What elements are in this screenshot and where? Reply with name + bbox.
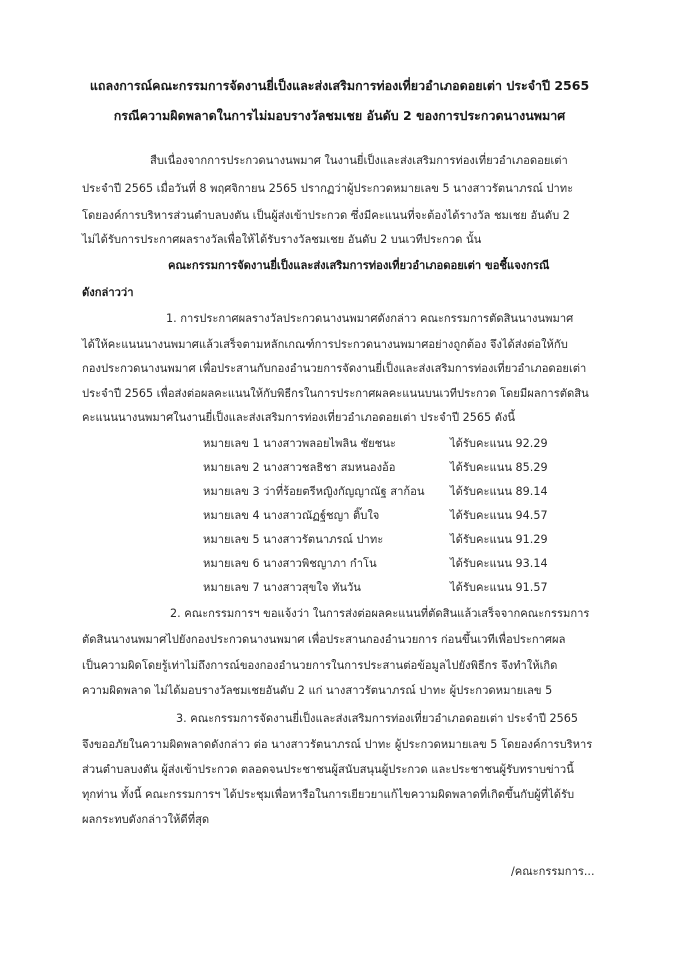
point2-line: ความผิดพลาด ไม่ได้มอบรางวัลชมเชยอันดับ 2 แก่ นางสาวรัตนาภรณ์ ปาทะ ผู้ประกวดหมายเลข 5 bbox=[82, 684, 553, 697]
intro-line: ประจำปี 2565 เมื่อวันที่ 8 พฤศจิกายน 2565 ปรากฏว่าผู้ประกวดหมายเลข 5 นางสาวรัตนาภรณ์ ปาทะ bbox=[82, 182, 574, 195]
intro-line: โดยองค์การบริหารส่วนตำบลบงตัน เป็นผู้ส่งเข้าประกวด ซึ่งมีคะแนนที่จะต้องได้รางวัล ชมเชย อันดับ 2 bbox=[82, 209, 570, 222]
score-name: หมายเลข 4 นางสาวณัฏฐ์ชญา ติ๊บใจ bbox=[203, 509, 380, 522]
clarify-heading: คณะกรรมการจัดงานยี่เป็งและส่งเสริมการท่องเที่ยวอำเภอดอยเต่า ขอชี้แจงกรณี bbox=[168, 259, 550, 272]
score-value: ได้รับคะแนน 91.57 bbox=[450, 581, 548, 594]
document-title: แถลงการณ์คณะกรรมการจัดงานยี่เป็งและส่งเสริมการท่องเที่ยวอำเภอดอยเต่า ประจำปี 2565 bbox=[89, 78, 590, 93]
intro-line: ไม่ได้รับการประกาศผลรางวัลเพื่อให้ได้รับรางวัลชมเชย อันดับ 2 บนเวทีประกวด นั้น bbox=[82, 233, 482, 246]
point2-line: 2. คณะกรรมการฯ ขอแจ้งว่า ในการส่งต่อผลคะแนนที่ตัดสินแล้วเสร็จจากคณะกรรมการ bbox=[170, 607, 590, 620]
score-name: หมายเลข 7 นางสาวสุขใจ ทันวัน bbox=[203, 581, 361, 594]
score-name: หมายเลข 2 นางสาวชลธิชา สมหนองอ้อ bbox=[203, 461, 396, 474]
intro-line: สืบเนื่องจากการประกวดนางนพมาศ ในงานยี่เป็งและส่งเสริมการท่องเที่ยวอำเภอดอยเต่า bbox=[150, 154, 568, 167]
point3-line: ผลกระทบดังกล่าวให้ดีที่สุด bbox=[82, 813, 210, 826]
continuation-footer: /คณะกรรมการ... bbox=[511, 865, 595, 878]
point2-line: เป็นความผิดโดยรู้เท่าไม่ถึงการณ์ของกองอำนวยการในการประสานต่อข้อมูลไปยังพิธีกร จึงทำให้เกิด bbox=[82, 659, 558, 672]
score-value: ได้รับคะแนน 93.14 bbox=[450, 557, 548, 570]
point1-line: ได้ให้คะแนนนางนพมาศแล้วเสร็จตามหลักเกณฑ์การประกวดนางนพมาศอย่างถูกต้อง จึงได้ส่งต่อให้กับ bbox=[82, 338, 568, 351]
document-subtitle: กรณีความผิดพลาดในการไม่มอบรางวัลชมเชย อันดับ 2 ของการประกวดนางนพมาศ bbox=[113, 108, 566, 123]
point1-line: 1. การประกาศผลรางวัลประกวดนางนพมาศดังกล่าว คณะกรรมการตัดสินนางนพมาศ bbox=[166, 312, 574, 325]
score-value: ได้รับคะแนน 94.57 bbox=[450, 509, 548, 522]
point3-line: จึงขออภัยในความผิดพลาดดังกล่าว ต่อ นางสาวรัตนาภรณ์ ปาทะ ผู้ประกวดหมายเลข 5 โดยองค์การบริหาร bbox=[82, 738, 593, 751]
score-value: ได้รับคะแนน 89.14 bbox=[450, 485, 548, 498]
score-name: หมายเลข 5 นางสาวรัตนาภรณ์ ปาทะ bbox=[203, 533, 384, 546]
score-value: ได้รับคะแนน 85.29 bbox=[450, 461, 548, 474]
score-name: หมายเลข 1 นางสาวพลอยไพลิน ชัยชนะ bbox=[203, 437, 396, 450]
point3-line: ส่วนตำบลบงตัน ผู้ส่งเข้าประกวด ตลอดจนประชาชนผู้สนับสนุนผู้ประกวด และประชาชนผู้รับทราบข่าวนี้ bbox=[82, 763, 574, 776]
point2-line: ตัดสินนางนพมาศไปยังกองประกวดนางนพมาศ เพื่อประสานกองอำนวยการ ก่อนขึ้นเวทีเพื่อประกาศผล bbox=[82, 633, 566, 646]
score-name: หมายเลข 3 ว่าที่ร้อยตรีหญิงกัญญาณัฐ สาก้อน bbox=[203, 485, 425, 498]
score-value: ได้รับคะแนน 92.29 bbox=[450, 437, 548, 450]
point1-line: ประจำปี 2565 เพื่อส่งต่อผลคะแนนให้กับพิธีกรในการประกาศผลคะแนนบนเวทีประกวด โดยมีผลการตัดสิน bbox=[82, 387, 589, 400]
point1-line: กองประกวดนางนพมาศ เพื่อประสานกับกองอำนวยการจัดงานยี่เป็งและส่งเสริมการท่องเที่ยวอำเภอดอยเต่า bbox=[82, 362, 587, 375]
point3-line: 3. คณะกรรมการจัดงานยี่เป็งและส่งเสริมการท่องเที่ยวอำเภอดอยเต่า ประจำปี 2565 bbox=[176, 712, 579, 725]
score-name: หมายเลข 6 นางสาวพิชญาภา กำโน bbox=[203, 557, 377, 570]
clarify-heading: ดังกล่าวว่า bbox=[82, 286, 134, 299]
point3-line: ทุกท่าน ทั้งนี้ คณะกรรมการฯ ได้ประชุมเพื่อหารือในการเยียวยาแก้ไขความผิดพลาดที่เกิดขึ้นกับผู้ที่ได้รับ bbox=[82, 788, 575, 801]
point1-line: คะแนนนางนพมาศในงานยี่เป็งและส่งเสริมการท่องเที่ยวอำเภอดอยเต่า ประจำปี 2565 ดังนี้ bbox=[82, 411, 516, 424]
score-value: ได้รับคะแนน 91.29 bbox=[450, 533, 548, 546]
